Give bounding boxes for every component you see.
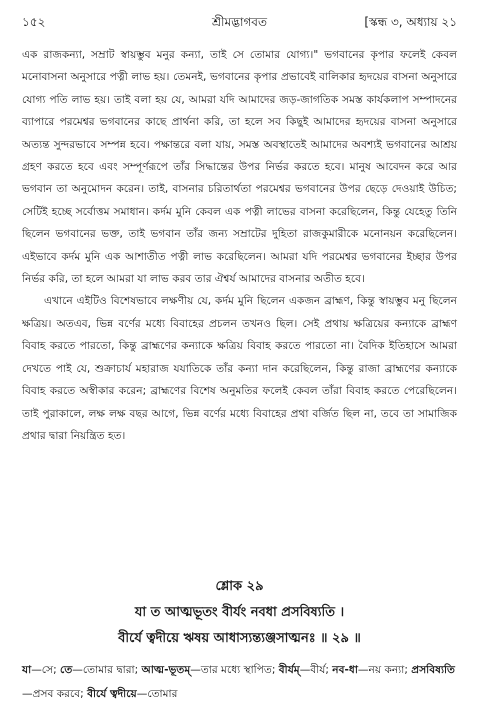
synonym-word: প্রসবিষ্যতি [411,664,456,676]
synonym-word: বীর্যম্ [278,664,300,676]
page-number: ১৫২ [22,15,46,29]
synonym-meaning: —প্রসব করবে; [22,688,84,700]
synonym-word: তে [60,664,73,676]
synonym-word: বীর্যে ত্বদীয়ে [87,688,137,700]
purport-paragraph-2: এখানে এইটিও বিশেষভাবে লক্ষণীয় যে, কর্দম মুনি ছিলেন একজন ব্রাহ্মণ, কিন্তু স্বায়ম্ভুব মনু ছিলেন ক্ষত্রিয়। অতএব, ভিন্ন বর্ণের মধ্যে বিবাহের প্রচলন তখনও ছিল। সেই প্রথায় ক্ষত্রিয়ের কন্যাকে ব্রাহ্মণ বিবাহ করতে পারতো, কিন্তু ব্রাহ্মণের কন্যাকে ক্ষত্রিয় বিবাহ করতে পারতো না। বৈদিক ইতিহাসে আমরা দেখতে পাই যে, শুক্রাচার্য মহারাজ যযাতিকে তাঁর কন্যা দান করেছিলেন, কিন্তু রাজা ব্রাহ্মণের কন্যাকে বিবাহ করতে অস্বীকার করেন; ব্রাহ্মণের বিশেষ অনুমতির ফলেই কেবল তাঁরা বিবাহ করতে পেরেছিলেন। তাই পুরাকালে, লক্ষ লক্ষ বছর আগে, ভিন্ন বর্ণের মধ্যে বিবাহের প্রথা বর্জিত ছিল না, তবে তা সামাজিক প্রথার দ্বারা নিয়ন্ত্রিত হত। [22,295,457,442]
synonym-word: আত্ম-ভূতম্ [141,664,191,676]
synonym-meaning: —নয় কন্যা; [357,664,408,676]
synonym-meaning: —তার মধ্যে স্থাপিত; [190,664,276,676]
synonym-word: যা [22,664,32,676]
page-header [22,12,457,32]
synonym-meaning: —তোমার [136,688,178,700]
synonyms [22,658,457,706]
book-title: শ্রীমদ্ভাগবত [211,15,267,29]
synonym-meaning: —বীর্য; [299,664,329,676]
synonym-word: নব-ধা [332,664,358,676]
synonym-meaning: —সে; [31,664,57,676]
verse-text [0,600,479,652]
chapter-reference: [স্কন্ধ ৩, অধ্যায় ২১ [364,15,457,29]
purport-paragraph-1: এক রাজকন্যা, সম্রাট স্বায়ম্ভুব মনুর কন্যা, তাই সে তোমার যোগ্য।" ভগবানের কৃপার ফলেই কেবল মনোবাসনা অনুসারে পত্নী লাভ হয়। তেমনই, ভগবানের কৃপার প্রভাবেই বালিকার হৃদয়ের বাসনা অনুসারে যোগ্য পতি লাভ হয়। তাই বলা হয় যে, আমরা যদি আমাদের জড়-জাগতিক সমস্ত কার্যকলাপ সম্পাদনের ব্যাপারে পরমেশ্বর ভগবানের কাছে প্রার্থনা করি, তা হলে সব কিছুই আমাদের হৃদয়ের বাসনা অনুসারে অত্যন্ত সুন্দরভাবে সম্পন্ন হবে। পক্ষান্তরে বলা যায়, সমস্ত অবস্থাতেই আমাদের অবশ্যই ভগবানের আশ্রয় গ্রহণ করতে হবে এবং সম্পূর্ণরূপে তাঁর সিদ্ধান্তের উপর নির্ভর করতে হবে। মানুষ আবেদন করে আর ভগবান তা অনুমোদন করেন। তাই, বাসনার চরিতার্থতা পরমেশ্বর ভগবানের উপর ছেড়ে দেওয়াই উচিত; সেটিই হচ্ছে সর্বোত্তম সমাধান। কর্দম মুনি কেবল এক পত্নী লাভের বাসনা করেছিলেন, কিন্তু যেহেতু তিনি ছিলেন ভগবানের ভক্ত, তাই ভগবান তাঁর জন্য সম্রাটের দুহিতা রাজকুমারীকে মনোনয়ন করেছিলেন। এইভাবে কর্দম মুনি এক আশাতীত পত্নী লাভ করেছিলেন। আমরা যদি পরমেশ্বর ভগবানের ইচ্ছার উপর নির্ভর করি, তা হলে আমরা যা লাভ করব তার ঐশ্বর্য আমাদের বাসনার অতীত হবে। [22,49,457,286]
verse-line-1: যা ত আত্মভূতং বীর্যং নবধা প্রসবিষ্যতি । [134,605,345,620]
synonym-meaning: —তোমার দ্বারা; [72,664,139,676]
verse-line-2: বীর্যে ত্বদীয়ে ঋষয় আধাস্যন্ত্যঞ্জসাত্মনঃ ॥ ২৯ ॥ [118,631,361,646]
verse-heading: শ্লোক ২৯ [215,579,264,594]
purport-text [22,44,457,447]
